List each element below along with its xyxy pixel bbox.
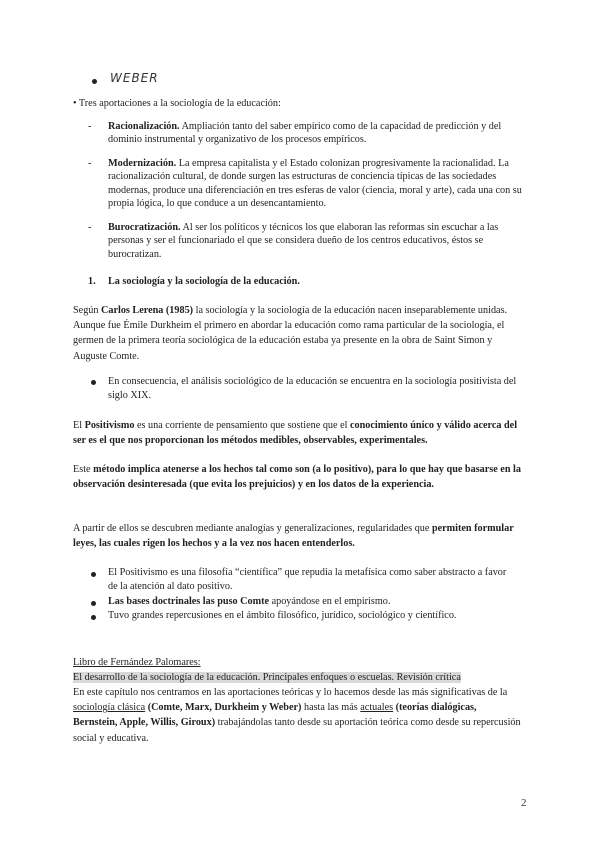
bullet-positivismo-3: Tuvo grandes repercusiones en el ámbito filosófico, jurídico, sociológico y científico. <box>108 610 457 621</box>
paragraph-positivismo: El Positivismo es una corriente de pensamiento que sostiene que el conocimiento único y válido acerca del ser es el que nos proporcionan los métodos medibles, observables, experimentales. <box>73 420 518 447</box>
bullet-dot-3 <box>91 615 96 620</box>
section-title: La sociología y la sociología de la educación. <box>108 276 300 287</box>
section-number: 1. <box>88 276 96 287</box>
bullet-positivismo-2: Las bases doctrinales las puso Comte apoyándose en el empirismo. <box>108 596 391 607</box>
section-heading <box>88 276 300 287</box>
dash-item-burocratizacion: - Burocratización. Al ser los políticos y técnicos los que elaboran las reformas sin escuchar a las personas y ser el funcionariado el que se considera dueño de los centros educativos, éstos se burocratizan. <box>88 222 499 260</box>
term-burocratizacion: Burocratización. <box>108 222 181 233</box>
bullet-dot-1 <box>91 572 96 577</box>
weber-bullet-dot <box>92 79 97 84</box>
paragraph-lerena: Según Carlos Lerena (1985) la sociología y la sociología de la educación nacen inseparablemente unidas. Aunque fue Émile Durkheim el primero en abordar la educación como rama particular de la sociología, el germen de la primera teoría sociológica de la educación estaba ya presente en la obra de Saint Simon y Auguste Comte. <box>73 305 508 362</box>
dash-item-racionalizacion: - Racionalización. Ampliación tanto del saber empírico como de la capacidad de predicción y del dominio instrumental y organizativo de los procesos empíricos. <box>88 121 502 146</box>
bullet-dot-2 <box>91 601 96 606</box>
text-racionalizacion: Ampliación tanto del saber empírico como de la capacidad de predicción y del dominio instrumental y organizativo de los procesos empíricos. <box>108 121 502 146</box>
term-racionalizacion: Racionalización. <box>108 121 180 132</box>
bullet-dot-xix <box>91 380 96 385</box>
text-burocratizacion: Al ser los políticos y técnicos los que elaboran las reformas sin escuchar a las personas y ser el funcionariado el que se considera dueño de los centros educativos, éstos se burocratizan. <box>108 222 499 260</box>
book-highlight: El desarrollo de la sociología de la educación. Principales enfoques o escuelas. Revisión crítica <box>73 672 461 683</box>
paragraph-book: En este capítulo nos centramos en las aportaciones teóricas y lo hacemos desde las más significativas de la sociología clásica (Comte, Marx, Durkheim y Weber) hasta las más actuales (teorías dialógicas, Bernstein, Apple, Willis, Giroux) trabajándolas tanto desde su aportación teórica como desde su repercusión social y educativa. <box>73 687 521 744</box>
paragraph-leyes: A partir de ellos se descubren mediante analogías y generalizaciones, regularidades que permiten formular leyes, las cuales rigen los hechos y a la vez nos hacen entenderlos. <box>73 523 514 550</box>
dash-item-modernizacion: - Modernización. La empresa capitalista y el Estado colonizan progresivamente la racionalidad. La racionalización cultural, de donde surgen las estructuras de conciencia típicas de las sociedades modernas, produce una diferenciación en tres esferas de valor (ciencia, moral y arte), cada una con su propia lógica, lo que conduce a un desencantamiento. <box>88 158 522 210</box>
weber-heading: WEBER <box>110 71 159 85</box>
bullet-xix: En consecuencia, el análisis sociológico de la educación se encuentra en la sociología positivista del siglo XIX. <box>108 376 517 402</box>
term-modernizacion: Modernización. <box>108 158 177 169</box>
page-number: 2 <box>521 797 527 809</box>
bullet-positivismo-1: El Positivismo es una filosofía “científica” que repudia la metafísica como saber abstracto a favor de la atención al dato positivo. <box>108 567 507 593</box>
intro-line: • Tres aportaciones a la sociología de la educación: <box>73 98 281 109</box>
text-modernizacion: La empresa capitalista y el Estado colonizan progresivamente la racionalidad. La racionalización cultural, de donde surgen las estructuras de conciencia típicas de las sociedades modernas, produce una diferenciación en tres esferas de valor (ciencia, moral y arte), cada una con su propia lógica, lo que conduce a un desencantamiento. <box>108 158 522 210</box>
paragraph-metodo: Este método implica atenerse a los hechos tal como son (a lo positivo), para lo que hay que basarse en la observación desinteresada (que evita los prejuicios) y en los datos de la experiencia. <box>73 464 521 491</box>
book-label: Libro de Fernández Palomares: <box>73 657 201 668</box>
